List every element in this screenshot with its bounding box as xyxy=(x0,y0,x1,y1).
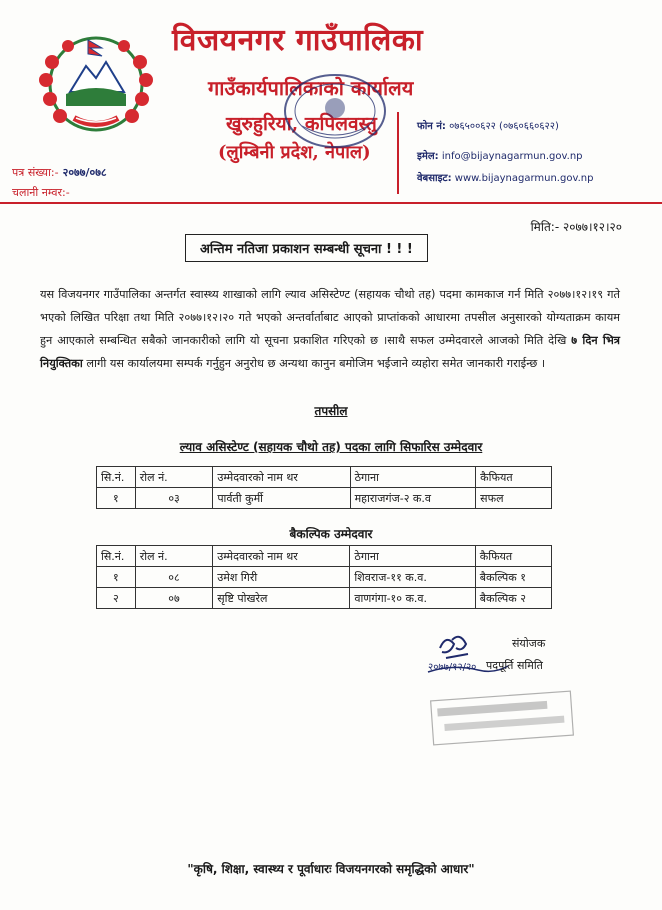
office-stamp-icon xyxy=(280,70,390,152)
table-cell: १ xyxy=(97,567,136,588)
email-label: इमेल: xyxy=(417,151,439,162)
column-header: रोल नं. xyxy=(135,467,213,488)
office-name: विजयनगर गाउँपालिका xyxy=(172,23,424,58)
column-header: कैफियत xyxy=(475,546,551,567)
column-header: ठेगाना xyxy=(350,467,476,488)
column-header: उम्मेदवारको नाम थर xyxy=(213,467,350,488)
notice-date: मिति:- २०७७।१२।२० xyxy=(530,220,622,234)
table-cell: २ xyxy=(97,588,136,609)
website-line xyxy=(417,170,593,184)
office-province: (लुम्बिनी प्रदेश, नेपाल) xyxy=(218,142,371,163)
column-header: ठेगाना xyxy=(350,546,475,567)
table-cell: ०८ xyxy=(135,567,212,588)
footer-slogan: "कृषि, शिक्षा, स्वास्थ्य र पूर्वाधारः विजयनगरको समृद्धिको आधार" xyxy=(187,862,475,876)
table-cell: पार्वती कुर्मी xyxy=(213,488,350,509)
recommended-table xyxy=(96,466,552,509)
recommended-heading xyxy=(0,438,662,455)
official-stamp-icon xyxy=(428,690,578,746)
tapsil-heading-text: तपसील xyxy=(314,404,348,418)
website-label: वेबसाइट: xyxy=(417,173,452,184)
reference-number xyxy=(12,165,107,180)
table-row xyxy=(97,488,552,509)
column-header: रोल नं. xyxy=(135,546,212,567)
table-row xyxy=(97,567,552,588)
website-value[interactable]: www.bijaynagarmun.gov.np xyxy=(454,173,594,184)
table-cell: ०३ xyxy=(135,488,213,509)
signatory-role: संयोजक xyxy=(512,637,546,650)
signatory-committee: पदपूर्ति समिति xyxy=(486,659,543,672)
signature-date: २०७७/१२/२० xyxy=(428,662,477,673)
table-row xyxy=(97,588,552,609)
table-cell: बैकल्पिक १ xyxy=(475,567,551,588)
email-value[interactable]: info@bijaynagarmun.gov.np xyxy=(441,151,583,162)
notice-body xyxy=(40,283,620,375)
column-header: कैफियत xyxy=(476,467,552,488)
column-header: उम्मेदवारको नाम थर xyxy=(213,546,350,567)
notice-title: अन्तिम नतिजा प्रकाशन सम्बन्धी सूचना ! ! ! xyxy=(185,234,428,262)
body-text-bold: ७ दिन भित्र नियुक्तिका xyxy=(40,334,621,370)
table-cell: १ xyxy=(97,488,136,509)
dispatch-number xyxy=(12,185,74,200)
phone-line xyxy=(417,118,559,132)
reference-label: पत्र संख्या:- xyxy=(12,166,59,179)
table-cell: शिवराज-११ क.व. xyxy=(350,567,475,588)
table-cell: ०७ xyxy=(135,588,212,609)
email-line xyxy=(417,148,583,162)
alternate-table xyxy=(96,545,552,609)
office-address: खुरुहुरिया, कपिलवस्तु xyxy=(226,113,377,135)
contact-block xyxy=(397,112,629,194)
nepal-emblem-icon xyxy=(30,22,162,142)
body-text-part1: यस विजयनगर गाउँपालिका अन्तर्गत स्वास्थ्य शाखाको लागि ल्याव असिस्टेण्ट (सहायक चौथो तह) पदमा कामकाज गर्न मिति २०७७।१२।१९ गते भएको लिखित परिक्षा तथा मिति २०७७।१२।२० गते भएको अन्तर्वार्ताबाट आएको प्राप्तांकको आधारमा तपसील अनुसारको योग्यताक्रम कायम हुन आएकाले सम्बन्धित सबैको जानकारीको लागि यो सूचना प्रकाशित गरिएको छ ।साथै सफल उम्मेदवारले आजको मिति देखि xyxy=(40,288,620,347)
table-cell: उमेश गिरी xyxy=(213,567,350,588)
office-subtitle: गाउँकार्यपालिकाको कार्यालय xyxy=(208,76,414,100)
recommended-heading-text: ल्याव असिस्टेण्ट (सहायक चौथो तह) पदका लागि सिफारिस उम्मेदवार xyxy=(179,440,483,454)
phone-label: फोन नं: xyxy=(417,121,446,132)
table-header-row xyxy=(97,546,552,567)
dispatch-label: चलानी नम्वर:- xyxy=(12,186,70,199)
body-text-part2: लागी यस कार्यालयमा सम्पर्क गर्नुहुन अनुरोध छ अन्यथा कानुन बमोजिम भईजाने व्यहोरा समेत जानकारी गराईन्छ । xyxy=(86,357,546,370)
column-header: सि.नं. xyxy=(97,546,136,567)
table-cell: वाणगंगा-१० क.व. xyxy=(350,588,475,609)
table-cell: महाराजगंज-२ क.व xyxy=(350,488,476,509)
phone-value: ०७६५००६२२ (०७६०६६०६२२) xyxy=(449,121,559,132)
reference-value: २०७७/०७८ xyxy=(62,166,107,179)
table-cell: बैकल्पिक २ xyxy=(475,588,551,609)
table-cell: सृष्टि पोखरेल xyxy=(213,588,350,609)
column-header: सि.नं. xyxy=(97,467,136,488)
tapsil-heading xyxy=(0,402,662,419)
table-cell: सफल xyxy=(476,488,552,509)
table-header-row xyxy=(97,467,552,488)
header-divider xyxy=(0,202,662,204)
alternate-heading: बैकल्पिक उम्मेदवार xyxy=(289,527,373,541)
